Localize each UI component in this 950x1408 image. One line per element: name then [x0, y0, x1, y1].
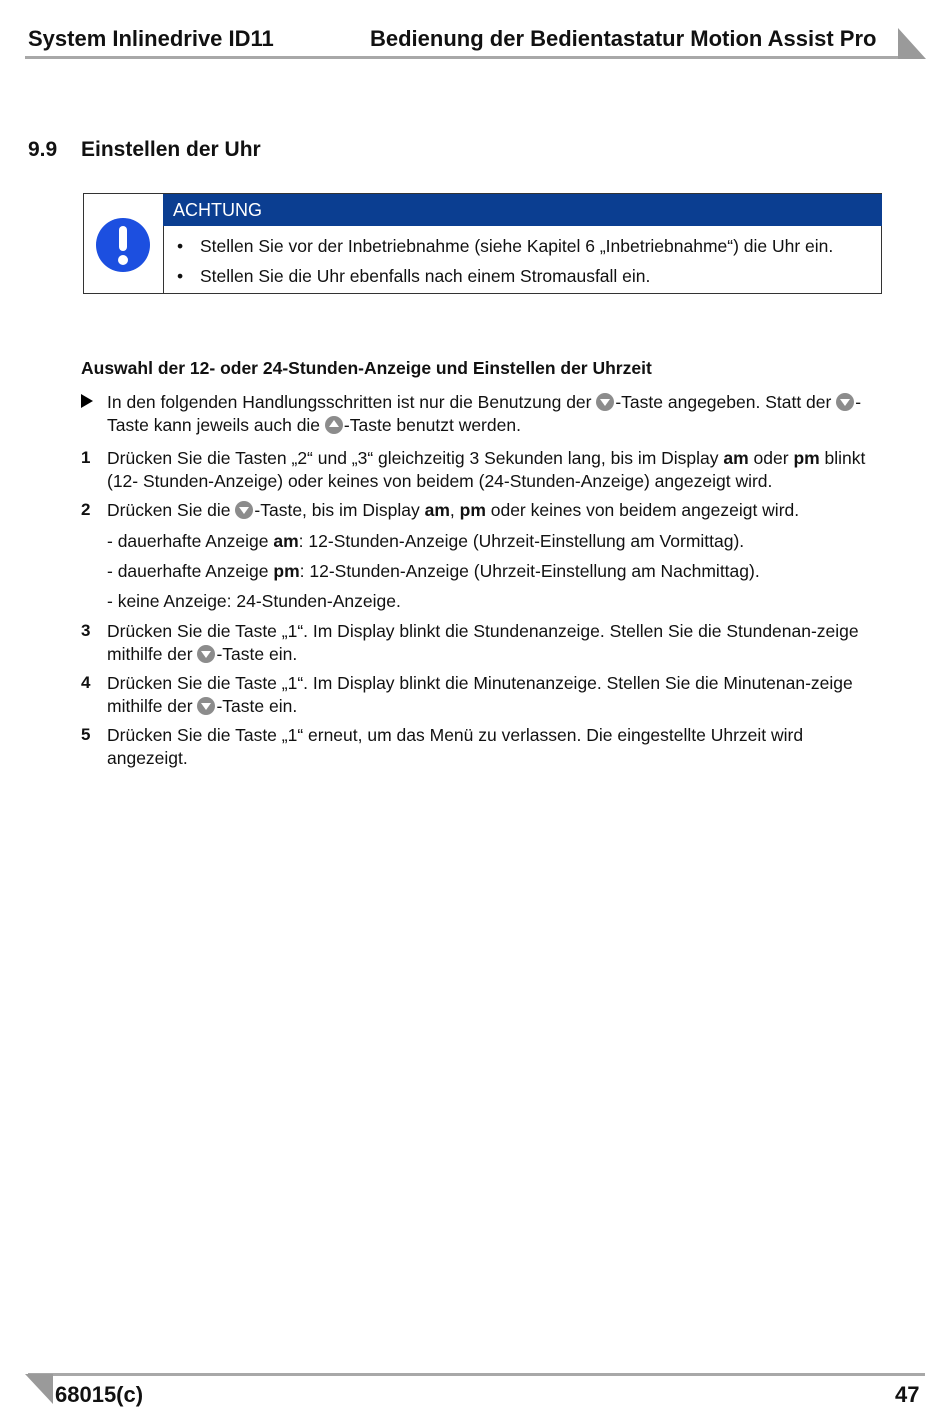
notice-box: [83, 193, 882, 294]
step-number: 4: [81, 673, 91, 692]
footer-document-number: 68015(c): [55, 1382, 144, 1407]
subheading: Auswahl der 12- oder 24-Stunden-Anzeige und Einstellen der Uhrzeit: [81, 358, 652, 378]
exclamation-icon: [96, 218, 150, 272]
step-number: 1: [81, 448, 91, 467]
arrow-marker-icon: [81, 394, 93, 408]
footer-rule: [28, 1373, 925, 1376]
down-arrow-key-icon: [836, 393, 854, 411]
step-text: Drücken Sie die Taste „1“. Im Display blinkt die Minutenanzeige. Stellen Sie die Minutenan-zeige mithilfe der -Taste ein.: [107, 673, 853, 716]
intro-paragraph: [107, 391, 897, 436]
step-substep: - dauerhafte Anzeige am: 12-Stunden-Anzeige (Uhrzeit-Einstellung am Vormittag).: [107, 531, 745, 551]
bullet-icon: •: [177, 266, 184, 286]
header-rule: [25, 56, 900, 59]
step-text: Drücken Sie die Tasten „2“ und „3“ gleichzeitig 3 Sekunden lang, bis im Display am oder pm blinkt (12- Stunden-Anzeige) oder keines von beidem (24-Stunden-Anzeige) angezeigt wird.: [107, 448, 866, 491]
down-arrow-key-icon: [197, 645, 215, 663]
intro-text: -Taste angegeben. Statt der: [615, 392, 837, 412]
up-arrow-key-icon: [325, 416, 343, 434]
footer-corner-decoration: [25, 1374, 53, 1404]
intro-text: -Taste kann jeweils auch die: [107, 392, 862, 435]
step-substep: - dauerhafte Anzeige pm: 12-Stunden-Anzeige (Uhrzeit-Einstellung am Nachmittag).: [107, 561, 760, 581]
notice-icon-cell: [84, 194, 164, 293]
intro-text: -Taste benutzt werden.: [343, 414, 521, 435]
intro-text: In den folgenden Handlungsschritten ist nur die Benutzung der: [107, 392, 597, 412]
down-arrow-key-icon: [197, 697, 215, 715]
section-title: Einstellen der Uhr: [81, 138, 261, 161]
step-number: 2: [81, 500, 91, 519]
header-corner-decoration: [898, 28, 926, 59]
notice-header: [163, 194, 882, 226]
bullet-icon: •: [177, 236, 184, 256]
header-chapter-title: Bedienung der Bedientastatur Motion Assist Pro: [370, 26, 877, 51]
step-text: Drücken Sie die Taste „1“. Im Display blinkt die Stundenanzeige. Stellen Sie die Stundenan-zeige mithilfe der -Taste ein.: [107, 621, 859, 664]
page-number: 47: [895, 1382, 920, 1407]
step-number: 5: [81, 725, 91, 744]
step-number: 3: [81, 621, 91, 640]
step-text: Drücken Sie die Taste „1“ erneut, um das Menü zu verlassen. Die eingestellte Uhrzeit wird angezeigt.: [107, 725, 804, 768]
section-number: 9.9: [28, 138, 58, 161]
notice-bullet-text: Stellen Sie die Uhr ebenfalls nach einem Stromausfall ein.: [200, 266, 651, 286]
notice-bullet-text: Stellen Sie vor der Inbetriebnahme (siehe Kapitel 6 „Inbetriebnahme“) die Uhr ein.: [200, 236, 834, 256]
notice-heading: ACHTUNG: [173, 200, 262, 220]
down-arrow-key-icon: [235, 501, 253, 519]
step-substep: - keine Anzeige: 24-Stunden-Anzeige.: [107, 591, 401, 611]
header-document-title: System Inlinedrive ID11: [28, 26, 274, 51]
down-arrow-key-icon: [596, 393, 614, 411]
step-text: Drücken Sie die -Taste, bis im Display am, pm oder keines von beidem angezeigt wird.: [107, 500, 800, 520]
